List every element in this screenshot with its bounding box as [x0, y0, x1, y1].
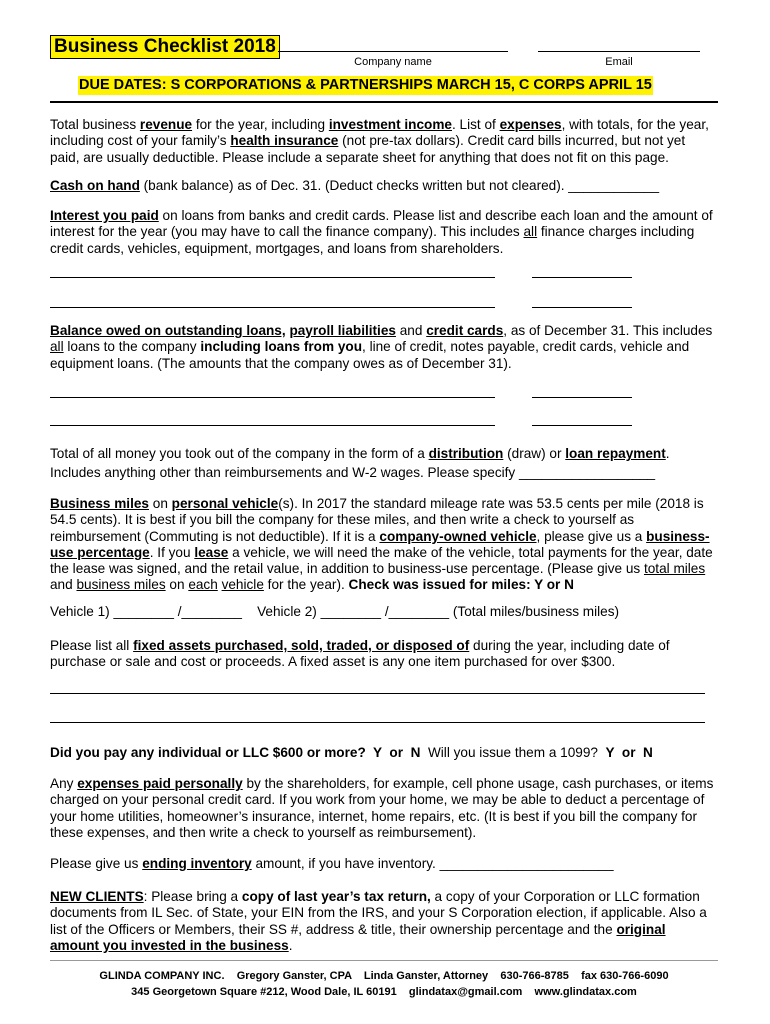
balance-paragraph: Balance owed on outstanding loans, payroll liabilities and credit cards, as of December 31. This includes all loans to the company including loans from you, line of credit, notes payable, credit cards, vehicle and equipment loans. (The amounts that the company owes as of December 31).: [50, 323, 713, 371]
cash-paragraph: Cash on hand (bank balance) as of Dec. 31. (Deduct checks written but not cleared). ____________: [50, 178, 660, 193]
footer-contact-line: GLINDA COMPANY INC. Gregory Ganster, CPA Linda Ganster, Attorney 630-766-8785 fax 630-766-6090: [99, 970, 669, 982]
expenses-personal-paragraph: Any expenses paid personally by the shareholders, for example, cell phone usage, cash purchases, or items charged on your personal credit card. If you work from your home, we may be able to deduct a percentage of your home utilities, homeowner’s insurance, internet, home repairs, etc. (It is best if you bill the company for these expenses, and then write a check to yourself as reimbursement).: [50, 776, 714, 840]
footer-address-line: 345 Georgetown Square #212, Wood Dale, IL 60191 glindatax@gmail.com www.glindatax.com: [131, 986, 637, 998]
fixed-assets-line-1[interactable]: [50, 693, 705, 694]
interest-description-line-1[interactable]: [50, 277, 495, 278]
payments-600-question: Did you pay any individual or LLC $600 or more? Y or N Will you issue them a 1099? Y or N: [50, 745, 653, 760]
fixed-assets-line-2[interactable]: [50, 722, 705, 723]
business-miles-paragraph: Business miles on personal vehicle(s). In 2017 the standard mileage rate was 53.5 cents per mile (2018 is 54.5 cents). It is best if you bill the company for these miles, and then write a check to yourself as reimbursement (Commuting is not deductible). If it is a company-owned vehicle, please give us a business-use percentage. If you lease a vehicle, we will need the make of the vehicle, total payments for the year, date the lease was signed, and the retail value, in addition to business-use percentage. (Please give us total miles and business miles on each vehicle for the year). Check was issued for miles: Y or N: [50, 496, 713, 593]
due-dates-banner: DUE DATES: S CORPORATIONS & PARTNERSHIPS MARCH 15, C CORPS APRIL 15: [79, 77, 652, 93]
balance-amount-line-2[interactable]: [532, 425, 632, 426]
email-line[interactable]: [538, 51, 700, 52]
balance-description-line-1[interactable]: [50, 397, 495, 398]
new-clients-paragraph: NEW CLIENTS: Please bring a copy of last year’s tax return, a copy of your Corporation or LLC formation documents from IL Sec. of State, your EIN from the IRS, and your S Corporation election, if applicable. Also a list of the Officers or Members, their SS #, address & title, their ownership percentage and the original amount you invested in the business.: [50, 889, 707, 953]
email-caption: Email: [605, 56, 633, 68]
vehicle-miles-line[interactable]: Vehicle 1) ________ /________ Vehicle 2) ________ /________ (Total miles/business miles): [50, 604, 620, 619]
balance-amount-line-1[interactable]: [532, 397, 632, 398]
balance-description-line-2[interactable]: [50, 425, 495, 426]
distribution-paragraph: Total of all money you took out of the company in the form of a distribution (draw) or loan repayment. Includes anything other than reimbursements and W-2 wages. Please specify __________________: [50, 446, 670, 480]
revenue-paragraph: Total business revenue for the year, including investment income. List of expenses, with totals, for the year, including cost of your family’s health insurance (not pre-tax dollars). Credit card bills incurred, but not yet paid, are usually deductible. Please include a separate sheet for anything that does not fit on this page.: [50, 117, 709, 165]
interest-paragraph: Interest you paid on loans from banks and credit cards. Please list and describe each loan and the amount of interest for the year (you may have to call the finance company). This includes all finance charges including credit cards, vehicles, equipment, mortgages, and loans from shareholders.: [50, 208, 713, 256]
company-name-line[interactable]: [278, 51, 508, 52]
interest-description-line-2[interactable]: [50, 307, 495, 308]
interest-amount-line-1[interactable]: [532, 277, 632, 278]
interest-amount-line-2[interactable]: [532, 307, 632, 308]
fixed-assets-paragraph: Please list all fixed assets purchased, sold, traded, or disposed of during the year, including date of purchase or sale and cost or proceeds. A fixed asset is any one item purchased for over $300.: [50, 638, 670, 670]
inventory-paragraph: Please give us ending inventory amount, if you have inventory. _______________________: [50, 856, 614, 871]
footer-divider: [50, 960, 718, 961]
company-name-caption: Company name: [354, 56, 432, 68]
page-title: Business Checklist 2018: [50, 35, 280, 59]
header-divider: [50, 101, 718, 103]
